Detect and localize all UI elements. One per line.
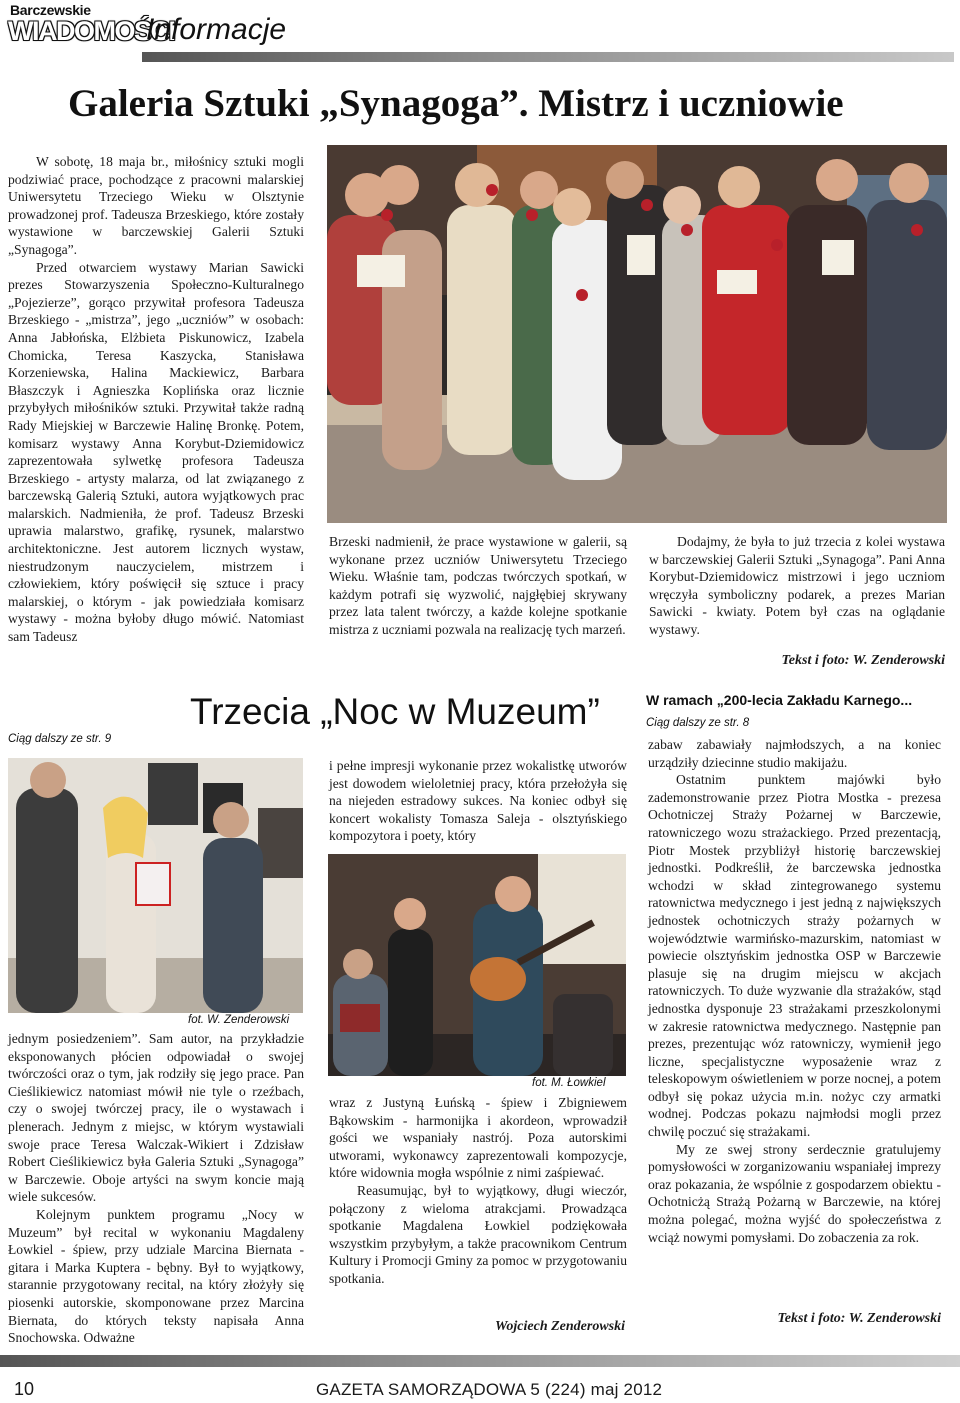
article3-title: W ramach „200-lecia Zakładu Karnego... [646, 692, 913, 708]
article2-col1-p2: Kolejnym punktem programu „Nocy w Muzeum” był recital w wykonaniu Magdaleny Łowkiel - śpiew, przy udziale Marcina Biernata - gitara i Marka Kuptera - bębny. Był to wyjątkowy, starannie przygotowany recital, na który złożyły się piosenki autorskie, skomponowane przez Marcina Biernata, do których teksty napisała Anna Snochowska. Odważne [8, 1206, 304, 1346]
gallery-photo-illustration [8, 758, 303, 1013]
article1-p2: Przed otwarciem wystawy Marian Sawicki prezes Stowarzyszenia Społeczno-Kulturalnego „Pojezierze”, gorąco przywitał profesora Tadeusza Brzeskiego - „mistrza”, jego „uczniów” w osobach: Anna Jabłońska, Elżbieta Piskunowicz, Izabela Chomicka, Teresa Kaszycka, Stanisława Korzeniewska, Halina Mackiewicz, Barbara Błaszczyk i Agnieszka Koplińska oraz licznie przybyłych miłośników sztuki. Przywitał także radną Rady Miejskiej w Barczewie Halinę Bronkę. Potem, komisarz wystawy Anna Korybut-Dziemidowicz zaprezentowała sylwetkę profesora Tadeusza Brzeskiego - artysty malarza, od lat związanego z barczewską Galerią Sztuki, autora wyjątkowych prac malarskich. Nadmieniła, że prof. Tadeusz Brzeski uprawia malarstwo, grafikę, rysunek, malarstwo architektoniczne. Jest autorem licznych wystaw, niestrudzonym nauczycielem, mistrzem i człowiekiem, który poświęcił się sztuce i pracy malarskiej, o którym - jak powiedziała komisarz wystawy - można byłoby długo mówić. Natomiast sam Tadeusz [8, 259, 304, 645]
article2-col2-top [329, 757, 627, 845]
article2-photo1-credit: fot. W. Zenderowski [188, 1014, 290, 1026]
article2-col2-top-text: i pełne impresji wykonanie przez wokalistkę utworów jest dowodem wieloletniej pracy, która przełożyła się na niejeden estradowy sukces. Na koniec odbył się koncert wokalisty Tomasza Saleja - olsztyńskiego kompozytora i poety, który [329, 758, 627, 844]
publication-info: GAZETA SAMORZĄDOWA 5 (224) maj 2012 [316, 1380, 663, 1399]
article3-p3: My ze swej strony serdecznie gratulujemy pomysłowości w zorganizowaniu wspaniałej imprezy oraz pokazania, że wspólnie z gospodarzem obiektu - Ochotnicżą Strażą Pożarną w Barczewie, na której można polegać, można wyjść do społeczeństwa z wciąż nowymi pomysłami. Do zobaczenia za rok. [648, 1141, 941, 1245]
article2-photo2-credit: fot. M. Łowkiel [532, 1077, 606, 1089]
article3-col [648, 736, 941, 1246]
article2-title: Trzecia „Noc w Muzeum” [190, 691, 600, 732]
article2-col1-p1: jednym posiedzeniem”. Sam autor, na przykładzie eksponowanych płócien odpowiadał o swojej twórczości oraz o tym, jak rodziły się jego prace. Pan Cieślikiewicz natomiast mówił nie tyle o rzeźbach, czy o swojej twórczej pracy, ile o wystawach i plenerach. Jednym z miejsc, w którym wystawiali swoje prace Teresa Walczak-Wikiert i Zdzisław Robert Cieślikiewicz była Galeria Sztuki „Synagoga” w Barczewie. Oboje artyści na swym koncie mają wiele sukcesów. [8, 1031, 304, 1205]
article1-col2-text: Brzeski nadmienił, że prace wystawione w galerii, są wykonane przez uczniów Uniwersytetu Trzeciego Wieku. Właśnie tam, podczas twórczych spotkań, w każdym potrafi się wyzwolić, najgłębiej skrywany przez lata talent twórczy, a każde kolejne spotkanie mistrza z uczniami pozwala na realizację tych marzeń. [329, 534, 627, 637]
article3-continued: Ciąg dalszy ze str. 8 [646, 717, 750, 729]
header-bar [142, 52, 954, 62]
concert-photo-illustration [328, 854, 626, 1076]
article2-col2-bottom [329, 1094, 627, 1288]
article1-col1 [8, 153, 304, 646]
page-number: 10 [14, 1379, 35, 1399]
logo-main-text: WIADOMOŚCI [8, 16, 175, 46]
article3-credit: Tekst i foto: W. Zenderowski [777, 1311, 941, 1326]
logo-top-text: Barczewskie [10, 2, 91, 18]
article1-col2 [329, 533, 627, 639]
footer-bar [0, 1355, 960, 1367]
article2-photo1 [8, 758, 303, 1013]
article2-photo2 [328, 854, 626, 1076]
article2-col2-p1: wraz z Justyną Łuńską - śpiew i Zbigniewem Bąkowskim - harmonijka i akordeon, wprowadził gości we wspaniały nastrój. Poza autorskimi utworami, wykonawcy zaprezentowali kompozycje, które widownia mogła wspólnie z nimi zaśpiewać. [329, 1095, 627, 1181]
article3-p2: Ostatnim punktem majówki było zademonstrowanie przez Piotra Mostka - prezesa Ochotniczej Straży Pożarnej w Barczewie, ratowniczego wozu strażackiego. Przed prezentacją, Piotr Mostek przybliżył historię barczewskiej jednostki. Podkreślił, że barczewska jednostka wchodzi w skład zintegrowanego systemu ratownictwa medycznego i jest jedną z największych jednostek ochotniczych straży pożarnych w województwie warmińsko-mazurskim, natomiast w powiecie olsztyńskim jednostka OSP w Barczewie plasuje się na drugim miejscu w akcjach ratowniczych. To duże wyzwanie dla strażaków, stąd jednostka dysponuje 23 strażakami przeszkolonymi w zakresie ratownictwa medycznego. Następnie pan prezes, prezentując wóz ratowniczy, wymienił jego liczne, specjalistyczne wyposażenie wraz z teleskopowym oświetleniem w porze nocnej, a potem odbył się pokaz użycia m.in. nożyc czy armatki wodnej. Podczas pokazu najmłodsi mogli przez chwilę poczuć się strażakami. [648, 772, 941, 1140]
article3-p1: zabaw zabawiały najmłodszych, a na koniec urządziły dziecinne studio makijażu. [648, 737, 941, 770]
article2-author: Wojciech Zenderowski [494, 1319, 625, 1334]
article1-title: Galeria Sztuki „Synagoga”. Mistrz i uczniowie [68, 82, 844, 125]
article1-p1: W sobotę, 18 maja br., miłośnicy sztuki mogli podziwiać prace, pochodzące z pracowni malarskiej Uniwersytetu Trzeciego Wieku w Olsztynie prowadzonej prof. Tadeusza Brzeskiego, które zostały wystawione w barczewskiej Galerii Sztuki „Synagoga”. [8, 154, 304, 257]
article1-col3-text: Dodajmy, że była to już trzecia z kolei wystawa w barczewskiej Galerii Sztuki „Synagoga”. Pani Anna Korybut-Dziemidowicz mistrzowi i jego uczniom wręczyła symboliczny podarek, a prezes Marian Sawicki - kwiaty. Potem był czas na oglądanie wystawy. [649, 534, 945, 637]
group-photo-illustration [327, 145, 947, 523]
article2-col1 [8, 1030, 304, 1347]
article1-col3 [649, 533, 945, 639]
section-title: Informacje [146, 13, 287, 46]
article2-col2-p2: Reasumując, był to wyjątkowy, długi wieczór, połączony z wieloma atrakcjami. Prowadząca spotkanie Magdalena Łowkiel podziękowała wszystkim przybyłym, a także pracownikom Centrum Kultury i Promocji Gminy za pomoc w przygotowaniu spotkania. [329, 1182, 627, 1286]
article1-credit: Tekst i foto: W. Zenderowski [781, 653, 945, 668]
article1-photo [327, 145, 947, 523]
article2-continued: Ciąg dalszy ze str. 9 [8, 733, 112, 745]
